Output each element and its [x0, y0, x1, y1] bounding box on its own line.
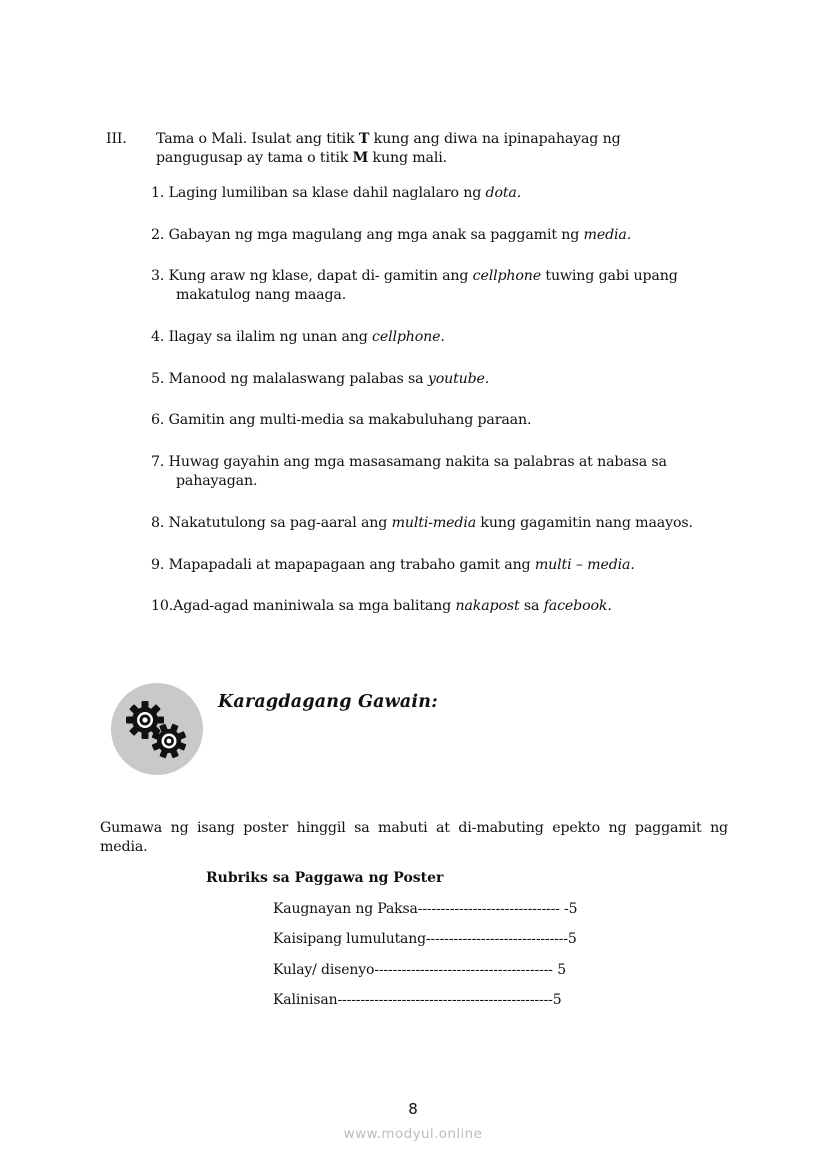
section-number: III.: [106, 131, 127, 147]
list-item-7: 7. Huwag gayahin ang mga masasamang nakita sa palabras at nabasa sa pahayagan.: [151, 454, 667, 489]
section-instructions: [156, 130, 621, 168]
gears-svg: [111, 683, 203, 775]
letter-T: T: [358, 131, 370, 147]
list-item-2: 2. Gabayan ng mga magulang ang mga anak sa paggamit ng media.: [151, 227, 632, 243]
gears-icon: [111, 683, 203, 775]
list-item-10: 10.Agad-agad maniniwala sa mga balitang nakapost sa facebook.: [151, 598, 612, 614]
watermark: www.modyul.online: [343, 1126, 483, 1142]
letter-M: M: [352, 150, 369, 166]
rubric-title: Rubriks sa Paggawa ng Poster: [206, 870, 444, 886]
rubric-row: Kulay/ disenyo--------------------------------------- 5: [273, 962, 566, 978]
rubric-row: Kaisipang lumulutang-------------------------------5: [273, 931, 577, 947]
extra-activity-heading: Karagdagang Gawain:: [218, 692, 438, 712]
instructions-line-2: pangugusap ay tama o titik M kung mali.: [156, 150, 447, 166]
list-item-4: 4. Ilagay sa ilalim ng unan ang cellphone.: [151, 329, 445, 345]
list-item-8: 8. Nakatutulong sa pag-aaral ang multi-media kung gagamitin nang maayos.: [151, 515, 693, 531]
list-item-3: 3. Kung araw ng klase, dapat di- gamitin ang cellphone tuwing gabi upang makatulog nang maaga.: [151, 268, 678, 303]
list-item-6: 6. Gamitin ang multi-media sa makabuluhang paraan.: [151, 412, 532, 428]
rubric-row: Kaugnayan ng Paksa------------------------------- -5: [273, 901, 578, 917]
list-item-9: 9. Mapapadali at mapapagaan ang trabaho gamit ang multi – media.: [151, 557, 635, 573]
instructions-line-1: Tama o Mali. Isulat ang titik T kung ang diwa na ipinapahayag ng: [156, 131, 621, 147]
rubric-row: Kalinisan-----------------------------------------------5: [273, 992, 562, 1008]
list-item-1: 1. Laging lumiliban sa klase dahil naglalaro ng dota.: [151, 185, 522, 201]
list-item-5: 5. Manood ng malalaswang palabas sa youtube.: [151, 371, 490, 387]
activity-instruction: Gumawa ng isang poster hinggil sa mabuti at di-mabuting epekto ng paggamit ng media.: [100, 820, 728, 855]
page-number: 8: [408, 1100, 418, 1118]
